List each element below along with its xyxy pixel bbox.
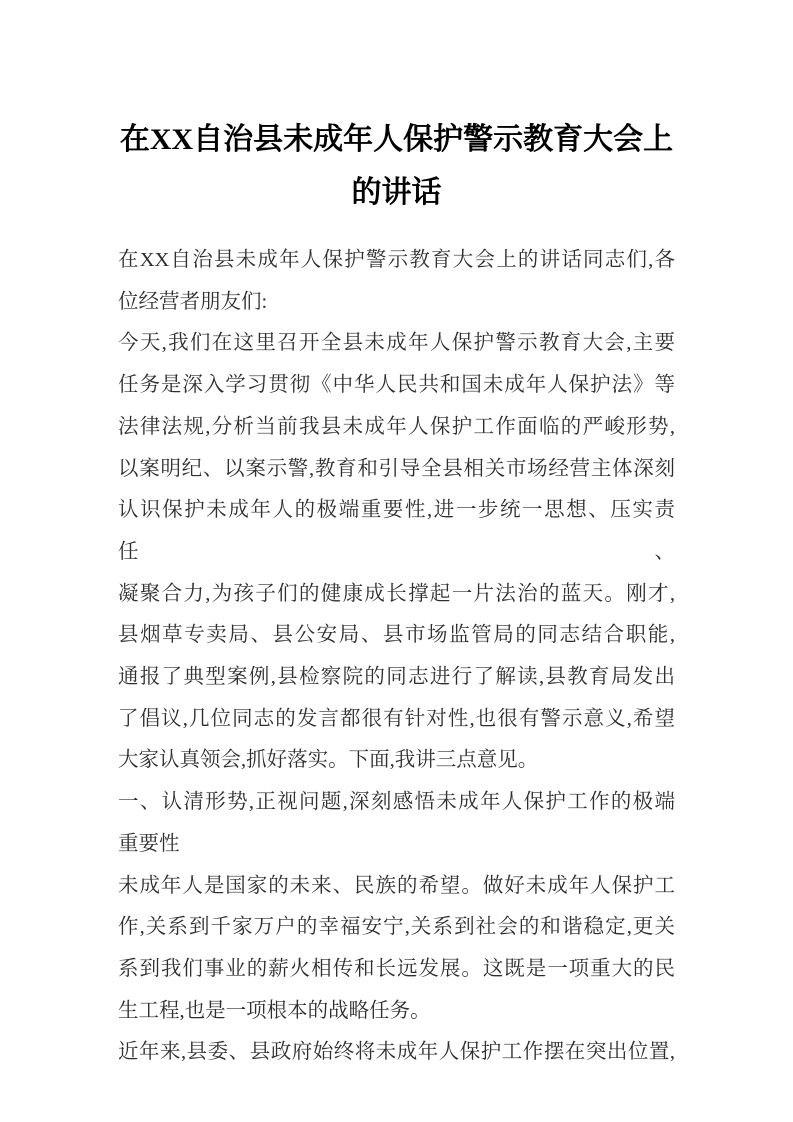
document-body	[118, 240, 675, 1074]
paragraph-importance-line: 系到我们事业的薪火相传和长远发展。这既是一项重大的民	[118, 957, 675, 980]
paragraph-opening-line: 以案明纪、以案示警,教育和引导全县相关市场经营主体深刻	[118, 457, 675, 480]
paragraph-opening-line: 认识保护未成年人的极端重要性,进一步统一思想、压实责任、	[118, 499, 675, 563]
paragraph-opening-line: 县烟草专卖局、县公安局、县市场监管局的同志结合职能,	[118, 624, 675, 647]
paragraph-importance-line: 未成年人是国家的未来、民族的希望。做好未成年人保护工	[118, 874, 675, 897]
paragraph-importance-line: 生工程,也是一项根本的战略任务。	[118, 999, 431, 1022]
paragraph-section-heading-one-line: 重要性	[118, 832, 180, 855]
page-title	[118, 113, 675, 219]
page-title-line-1: 在XX自治县未成年人保护警示教育大会上	[119, 123, 674, 156]
paragraph-opening-line: 了倡议,几位同志的发言都很有针对性,也很有警示意义,希望	[118, 707, 675, 730]
paragraph-recent-years-line: 近年来,县委、县政府始终将未成年人保护工作摆在突出位置,	[118, 1041, 675, 1064]
page-title-line-2: 的讲话	[351, 176, 442, 209]
paragraph-opening-line: 通报了典型案例,县检察院的同志进行了解读,县教育局发出	[118, 666, 675, 689]
paragraph-opening-line: 法律法规,分析当前我县未成年人保护工作面临的严峻形势,	[118, 415, 675, 438]
paragraph-importance-line: 作,关系到千家万户的幸福安宁,关系到社会的和谐稳定,更关	[118, 916, 675, 939]
paragraph-opening-line: 任务是深入学习贯彻《中华人民共和国未成年人保护法》等	[118, 374, 675, 397]
paragraph-opening-line: 凝聚合力,为孩子们的健康成长撑起一片法治的蓝天。刚才,	[118, 582, 675, 605]
paragraph-section-heading-one-line: 一、认清形势,正视问题,深刻感悟未成年人保护工作的极端	[118, 791, 675, 814]
paragraph-salutation-line: 位经营者朋友们:	[118, 290, 268, 313]
paragraph-opening-line: 大家认真领会,抓好落实。下面,我讲三点意见。	[118, 749, 539, 772]
paragraph-opening-line: 今天,我们在这里召开全县未成年人保护警示教育大会,主要	[118, 332, 675, 355]
paragraph-salutation-line: 在XX自治县未成年人保护警示教育大会上的讲话同志们,各	[118, 249, 675, 271]
